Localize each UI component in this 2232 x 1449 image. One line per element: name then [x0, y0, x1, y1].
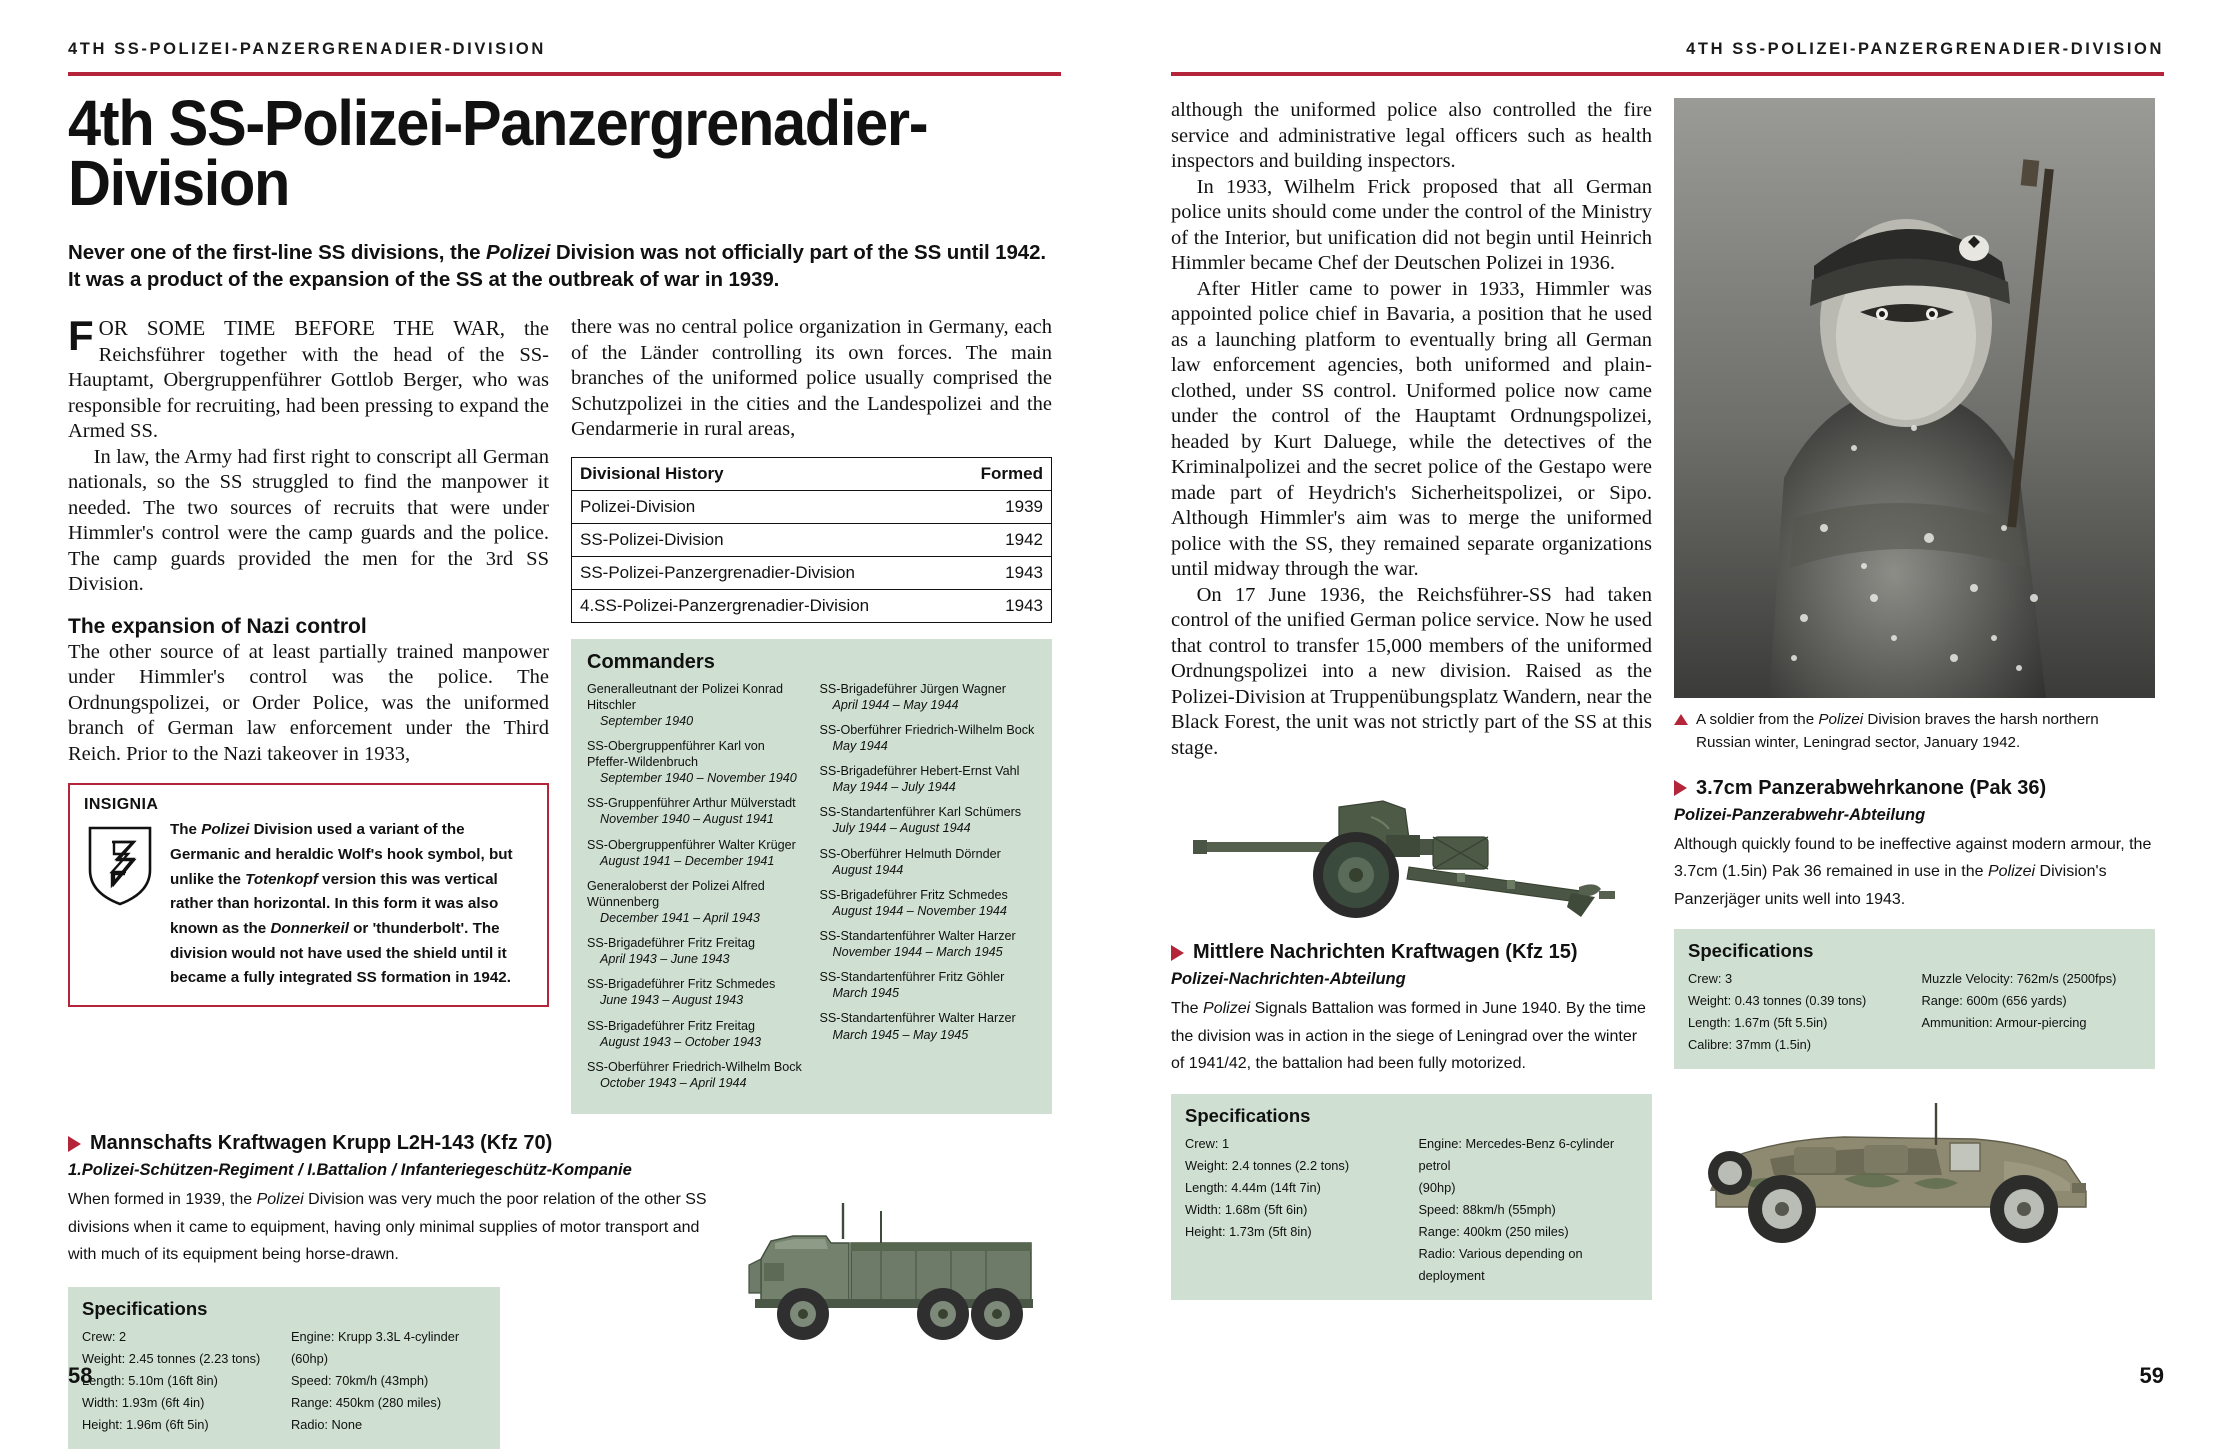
commander-dates: March 1945: [832, 986, 900, 1001]
commander-entry: [820, 846, 1037, 878]
vehicle-subtitle-kfz15: Polizei-Nachrichten-Abteilung: [1171, 970, 1406, 989]
vehicle-body-kfz15: [1171, 995, 1652, 1078]
commander-name: Generalleutnant der Polizei Konrad Hitschler: [587, 681, 784, 712]
right-page: [1116, 0, 2232, 1417]
commander-name: SS-Brigadeführer Jürgen Wagner: [819, 681, 1006, 696]
specs-column-left: [82, 1326, 277, 1436]
insignia-row: [84, 818, 533, 990]
spec-line: Crew: 2: [82, 1328, 127, 1344]
specs-heading-pak36: Specifications: [1688, 940, 1814, 962]
commander-name: SS-Brigadeführer Hebert-Ernst Vahl: [819, 764, 1020, 779]
table-header-row: [572, 457, 1052, 490]
commander-entry: [587, 738, 804, 786]
commander-dates: April 1943 – June 1943: [600, 952, 730, 967]
commander-dates: November 1944 – March 1945: [832, 945, 1003, 960]
paragraph-1: [68, 312, 549, 445]
commander-entry: [587, 878, 804, 926]
spec-line: Length: 1.67m (5ft 5.5in): [1688, 1015, 1828, 1031]
spec-line: Calibre: 37mm (1.5in): [1688, 1037, 1812, 1053]
formed-year-cell: 1942: [973, 523, 1052, 556]
commander-entry: [820, 763, 1037, 795]
insignia-label: INSIGNIA: [84, 796, 159, 814]
right-column-1: [1171, 98, 1652, 1300]
commander-name: SS-Gruppenführer Arthur Mülverstadt: [587, 796, 796, 811]
specs-column-right: [1922, 968, 2142, 1056]
kfz15-staff-car-artwork: [1674, 1087, 2155, 1262]
insignia-box: [68, 783, 549, 1006]
division-name-cell: SS-Polizei-Panzergrenadier-Division: [572, 556, 973, 589]
commander-name: SS-Brigadeführer Fritz Schmedes: [587, 977, 776, 992]
vehicle-block-pak36: [1171, 787, 1652, 927]
vehicle-subtitle-pak36: Polizei-Panzerabwehr-Abteilung: [1674, 805, 1926, 824]
veh-body-2: Division was very much the poor relation of the other SS divisions when it came to equipment, having only minimal supplies of motor transport and with much of its equipment being horse-drawn.: [68, 1191, 707, 1264]
commander-name: SS-Standartenführer Karl Schümers: [819, 805, 1022, 820]
left-column-1: [68, 312, 549, 1114]
specs-grid-pak36: [1688, 968, 2141, 1056]
running-head-right: 4TH SS-POLIZEI-PANZERGRENADIER-DIVISION: [1686, 40, 2164, 58]
commander-entry: [587, 837, 804, 869]
commander-dates: June 1943 – August 1943: [600, 993, 744, 1008]
commander-dates: April 1944 – May 1944: [832, 697, 959, 712]
specs-column-right: [1419, 1133, 1639, 1287]
vehicle-body-krupp: [68, 1186, 709, 1269]
spec-line: Weight: 2.4 tonnes (2.2 tons): [1185, 1157, 1350, 1173]
right-page-columns: [1171, 98, 2164, 1300]
commander-entry: [820, 928, 1037, 960]
spec-line: Speed: 88km/h (55mph): [1418, 1201, 1556, 1217]
veh-body-polizei: Polizei: [256, 1191, 304, 1208]
spec-line: Width: 1.93m (6ft 4in): [82, 1394, 205, 1410]
commanders-column-left: [587, 681, 804, 1100]
spec-line: Ammunition: Armour-piercing: [1921, 1015, 2087, 1031]
commander-dates: July 1944 – August 1944: [832, 821, 971, 836]
commander-entry: [820, 1010, 1037, 1042]
right-column-2: [1674, 98, 2155, 1300]
paragraph-3: The other source of at least partially trained manpower under Himmler's control was the police. The Ordnungspolizei, or Order Police, was the uniformed branch of German law enforcement under the Third Reich. Prior to the Nazi takeover in 1933,: [68, 640, 549, 765]
spec-line: Range: 450km (280 miles): [291, 1394, 442, 1410]
commander-dates: November 1940 – August 1941: [600, 812, 774, 827]
commander-name: SS-Brigadeführer Fritz Freitag: [587, 1018, 755, 1033]
kfz15-body-polizei: Polizei: [1203, 1000, 1251, 1018]
caption-part-2: Division braves the harsh northern Russian winter, Leningrad sector, January 1942.: [1696, 711, 2099, 751]
folio-right: 59: [2139, 1363, 2164, 1388]
divisional-history-table: [571, 457, 1052, 623]
pak36-body-2: Division's Panzerjäger units well into 1943.: [1674, 863, 2107, 908]
running-head-left: 4TH SS-POLIZEI-PANZERGRENADIER-DIVISION: [68, 40, 546, 58]
insignia-text-3: version this was vertical rather than horizontal. In this form it was also known as the: [170, 870, 499, 937]
commanders-box: [571, 639, 1052, 1114]
commander-dates: December 1941 – April 1943: [600, 911, 760, 926]
insignia-text: [170, 818, 533, 990]
commander-name: SS-Oberführer Friedrich-Wilhelm Bock: [587, 1059, 802, 1074]
vehicle-title-text: Mannschafts Kraftwagen Krupp L2H-143 (Kfz 70): [90, 1132, 553, 1154]
spec-line: Range: 600m (656 yards): [1921, 993, 2067, 1009]
insignia-polizei: Polizei: [201, 821, 250, 839]
specs-heading-krupp: Specifications: [82, 1297, 208, 1319]
triangle-marker-icon: [1674, 780, 1687, 796]
commander-dates: August 1943 – October 1943: [600, 1034, 762, 1049]
standfirst-polizei: Polizei: [486, 241, 551, 265]
r-paragraph-2: In 1933, Wilhelm Frick proposed that all German police units should come under the control of the Ministry of the Interior, but unification did not begin until Heinrich Himmler became Chef der Deutschen Polizei in 1936.: [1171, 175, 1652, 275]
insignia-totenkopf: Totenkopf: [245, 870, 318, 888]
spec-line: Height: 1.73m (5ft 8in): [1185, 1223, 1312, 1239]
table-row: [572, 556, 1052, 589]
spec-line: Length: 5.10m (16ft 8in): [82, 1372, 218, 1388]
commander-entry: [587, 795, 804, 827]
photo-caption: [1674, 709, 2155, 755]
specifications-krupp: [68, 1287, 500, 1449]
formed-year-cell: 1943: [973, 556, 1052, 589]
specs-column-left: [1185, 1133, 1405, 1287]
specs-grid-kfz15: [1185, 1133, 1638, 1287]
spec-line: Engine: Krupp 3.3L 4-cylinder (60hp): [291, 1328, 460, 1366]
commander-dates: August 1944: [832, 862, 904, 877]
commander-entry: [820, 887, 1037, 919]
commander-dates: August 1944 – November 1944: [832, 903, 1007, 918]
commander-name: SS-Standartenführer Walter Harzer: [819, 929, 1016, 944]
r-paragraph-4: On 17 June 1936, the Reichsführer-SS had taken control of the unified German police service. Now he used that control to transfer 15,000 members of the uniformed Ordnungspolizei into a new division. Raised as the Polizei-Division at Truppenübungsplatz Wandern, near the Black Forest, the unit was not strictly part of the SS at this stage.: [1171, 583, 1652, 759]
commanders-heading: Commanders: [587, 650, 715, 673]
lead-small-caps: OR SOME TIME BEFORE THE WAR,: [98, 316, 505, 341]
commander-name: SS-Oberführer Friedrich-Wilhelm Bock: [819, 722, 1035, 737]
commander-dates: May 1944: [832, 739, 888, 754]
col-header-formed: Formed: [973, 457, 1052, 490]
specifications-kfz15: [1171, 1094, 1652, 1300]
body-text-right-col1: [1171, 98, 1652, 761]
specs-column-left: [1688, 968, 1908, 1056]
spec-line: Range: 400km (250 miles): [1418, 1223, 1569, 1239]
body-text-col1: [68, 312, 549, 598]
commander-name: SS-Obergruppenführer Karl von Pfeffer-Wildenbruch: [587, 739, 765, 770]
spec-line: Height: 1.96m (6ft 5in): [82, 1416, 209, 1432]
body-text-col2: [571, 315, 1052, 443]
left-page: [0, 0, 1116, 1432]
subheading-expansion: The expansion of Nazi control: [68, 614, 367, 638]
left-column-2: [571, 315, 1052, 1114]
vehicle-body-pak36: [1674, 831, 2155, 914]
spec-line: Length: 4.44m (14ft 7in): [1185, 1179, 1321, 1195]
vehicle-title-text-pak36: 3.7cm Panzerabwehrkanone (Pak 36): [1696, 776, 2047, 799]
winter-soldier-photograph: [1674, 98, 2155, 698]
insignia-text-2: Division used a variant of the Germanic and heraldic Wolf's hook symbol, but unlike the: [170, 821, 513, 888]
vehicle-title-krupp: [68, 1132, 1061, 1155]
paragraph-1-rest: the Reichsführer together with the head of the SS-Hauptamt, Obergruppenführer Gottlob Berger, who was responsible for recruiting, had been pressing to expand the Armed SS.: [68, 318, 549, 443]
commander-entry: [587, 1018, 804, 1050]
caption-polizei: Polizei: [1818, 711, 1864, 728]
drop-cap: F: [68, 312, 94, 360]
commander-name: Generaloberst der Polizei Alfred Wünnenberg: [587, 878, 765, 909]
vehicle-title-pak36: [1674, 777, 2155, 800]
vehicle-title-kfz15: [1171, 941, 1652, 964]
division-name-cell: 4.SS-Polizei-Panzergrenadier-Division: [580, 595, 870, 615]
spec-line: Speed: 70km/h (43mph): [291, 1372, 429, 1388]
commander-entry: [587, 935, 804, 967]
vehicle-subtitle-krupp: 1.Polizei-Schützen-Regiment / I.Battalion / Infanteriegeschütz-Kompanie: [68, 1161, 632, 1179]
body-text-col1b: [68, 640, 549, 768]
kfz15-body-2: Signals Battalion was formed in June 1940. By the time the division was in action in the siege of Leningrad over the winter of 1941/42, the battalion had been fully motorized.: [1171, 1000, 1646, 1073]
spec-line: Weight: 0.43 tonnes (0.39 tons): [1688, 993, 1867, 1009]
caption-part-1: A soldier from the: [1696, 711, 1819, 728]
header-rule-left: [68, 72, 1061, 76]
photo-caption-text: [1696, 709, 2155, 755]
wolfsangel-shield-icon: [84, 818, 156, 913]
commander-entry: [820, 804, 1037, 836]
specifications-pak36: [1674, 929, 2155, 1069]
commander-name: SS-Brigadeführer Fritz Freitag: [587, 936, 755, 951]
specs-heading-kfz15: Specifications: [1185, 1104, 1311, 1126]
commanders-columns: [587, 681, 1036, 1100]
pak36-anti-tank-gun-artwork: [1171, 787, 1652, 927]
col-header-name: Divisional History: [572, 457, 973, 490]
spec-line: (90hp): [1418, 1179, 1456, 1195]
insignia-text-1: The: [170, 821, 202, 839]
vehicle-block-krupp: [68, 1132, 1061, 1449]
veh-body-1: When formed in 1939, the: [68, 1191, 257, 1208]
spec-line: Crew: 3: [1688, 971, 1733, 987]
commander-dates: May 1944 – July 1944: [832, 780, 956, 795]
commander-dates: March 1945 – May 1945: [832, 1027, 969, 1042]
division-name-cell: SS-Polizei-Division: [572, 523, 973, 556]
kfz15-body-1: The: [1171, 1000, 1204, 1018]
commander-dates: October 1943 – April 1944: [600, 1075, 747, 1090]
table-row: [572, 490, 1052, 523]
table-row: [572, 589, 1052, 622]
formed-year-cell: 1943: [1005, 595, 1043, 615]
spec-line: Radio: Various depending on deployment: [1418, 1245, 1583, 1283]
commander-name: SS-Obergruppenführer Walter Krüger: [587, 837, 796, 852]
paragraph-4: there was no central police organization in Germany, each of the Länder controlling its own forces. The main branches of the uniformed police usually comprised the Schutzpolizei in the cities and the Landespolizei and the Gendarmerie in rural areas,: [571, 316, 1052, 441]
insignia-donnerkeil: Donnerkeil: [270, 919, 349, 937]
spec-line: Crew: 1: [1185, 1135, 1230, 1151]
commander-dates: August 1941 – December 1941: [600, 853, 775, 868]
table-row: [572, 523, 1052, 556]
commander-entry: [820, 681, 1037, 713]
vehicle-block-kfz15: [1171, 941, 1652, 1300]
commander-name: SS-Standartenführer Walter Harzer: [819, 1011, 1016, 1026]
standfirst: [68, 239, 1061, 293]
commander-name: SS-Standartenführer Fritz Göhler: [819, 970, 1005, 985]
spec-line: Radio: None: [291, 1416, 363, 1432]
krupp-protze-truck-artwork: [731, 1155, 1061, 1449]
commander-name: SS-Oberführer Helmuth Dörnder: [819, 846, 1001, 861]
triangle-marker-icon: [68, 1136, 81, 1152]
formed-year-cell: 1939: [973, 490, 1052, 523]
standfirst-part-b: Division was not officially part of the SS until 1942. It was a product of the expansion of the SS at the outbreak of war in 1939.: [68, 241, 1046, 292]
paragraph-2: In law, the Army had first right to conscript all German nationals, so the SS struggled to find the manpower it needed. The two sources of recruits that were under Himmler's control were the camp guards and the police. The camp guards provided the men for the 3rd SS Division.: [68, 445, 549, 596]
spec-line: Weight: 2.45 tonnes (2.23 tons): [82, 1350, 261, 1366]
header-rule-right: [1171, 72, 2164, 76]
commander-entry: [820, 722, 1037, 754]
r-paragraph-1: although the uniformed police also controlled the fire service and administrative legal officers such as health inspectors and building inspectors.: [1171, 99, 1652, 173]
vehicle-title-text-kfz15: Mittlere Nachrichten Kraftwagen (Kfz 15): [1193, 941, 1578, 964]
specs-grid-krupp: [82, 1326, 486, 1436]
commander-entry: [820, 969, 1037, 1001]
commander-entry: [587, 976, 804, 1008]
commander-dates: September 1940: [600, 713, 694, 728]
specs-column-right: [291, 1326, 486, 1436]
pak36-body-1: Although quickly found to be ineffective against modern armour, the 3.7cm (1.5in) Pak 36 remained in use in the: [1674, 835, 2152, 881]
folio-left: 58: [68, 1363, 93, 1388]
commander-dates: September 1940 – November 1940: [600, 771, 797, 786]
pak36-body-polizei: Polizei: [1987, 863, 2036, 881]
spec-line: Muzzle Velocity: 762m/s (2500fps): [1921, 971, 2117, 987]
division-name-cell: Polizei-Division: [572, 490, 973, 523]
commander-entry: [587, 681, 804, 729]
commanders-column-right: [820, 681, 1037, 1100]
spec-line: Width: 1.68m (5ft 6in): [1185, 1201, 1308, 1217]
triangle-marker-icon: [1171, 945, 1184, 961]
commander-entry: [587, 1059, 804, 1091]
left-page-columns: [68, 312, 1061, 1114]
standfirst-part-a: Never one of the first-line SS divisions, the: [68, 241, 487, 265]
pak36-info-block: [1674, 777, 2155, 1070]
triangle-up-marker-icon: [1674, 714, 1688, 725]
insignia-text-4: or 'thunderbolt'. The division would not have used the shield until it became a fully integrated SS formation in 1942.: [170, 919, 511, 987]
commander-name: SS-Brigadeführer Fritz Schmedes: [819, 887, 1008, 902]
page-title: 4th SS-Polizei-Panzergrenadier-Division: [68, 87, 928, 219]
spec-line: Engine: Mercedes-Benz 6-cylinder petrol: [1418, 1135, 1615, 1173]
r-paragraph-3: After Hitler came to power in 1933, Himmler was appointed police chief in Bavaria, a position that he used as a launching platform to eventually bring all German law enforcement agencies, both uniformed and plain-clothed, under SS control. Uniformed police now came under the control of the Hauptamt Ordnungspolizei, headed by Kurt Daluege, while the detectives of the Kriminalpolizei and the secret police of the Gestapo were made part of Heydrich's Sicherheitspolizei, or Sipo. Although Himmler's aim was to merge the uniformed police with the SS, they remained separate organizations until midway through the war.: [1171, 277, 1652, 581]
